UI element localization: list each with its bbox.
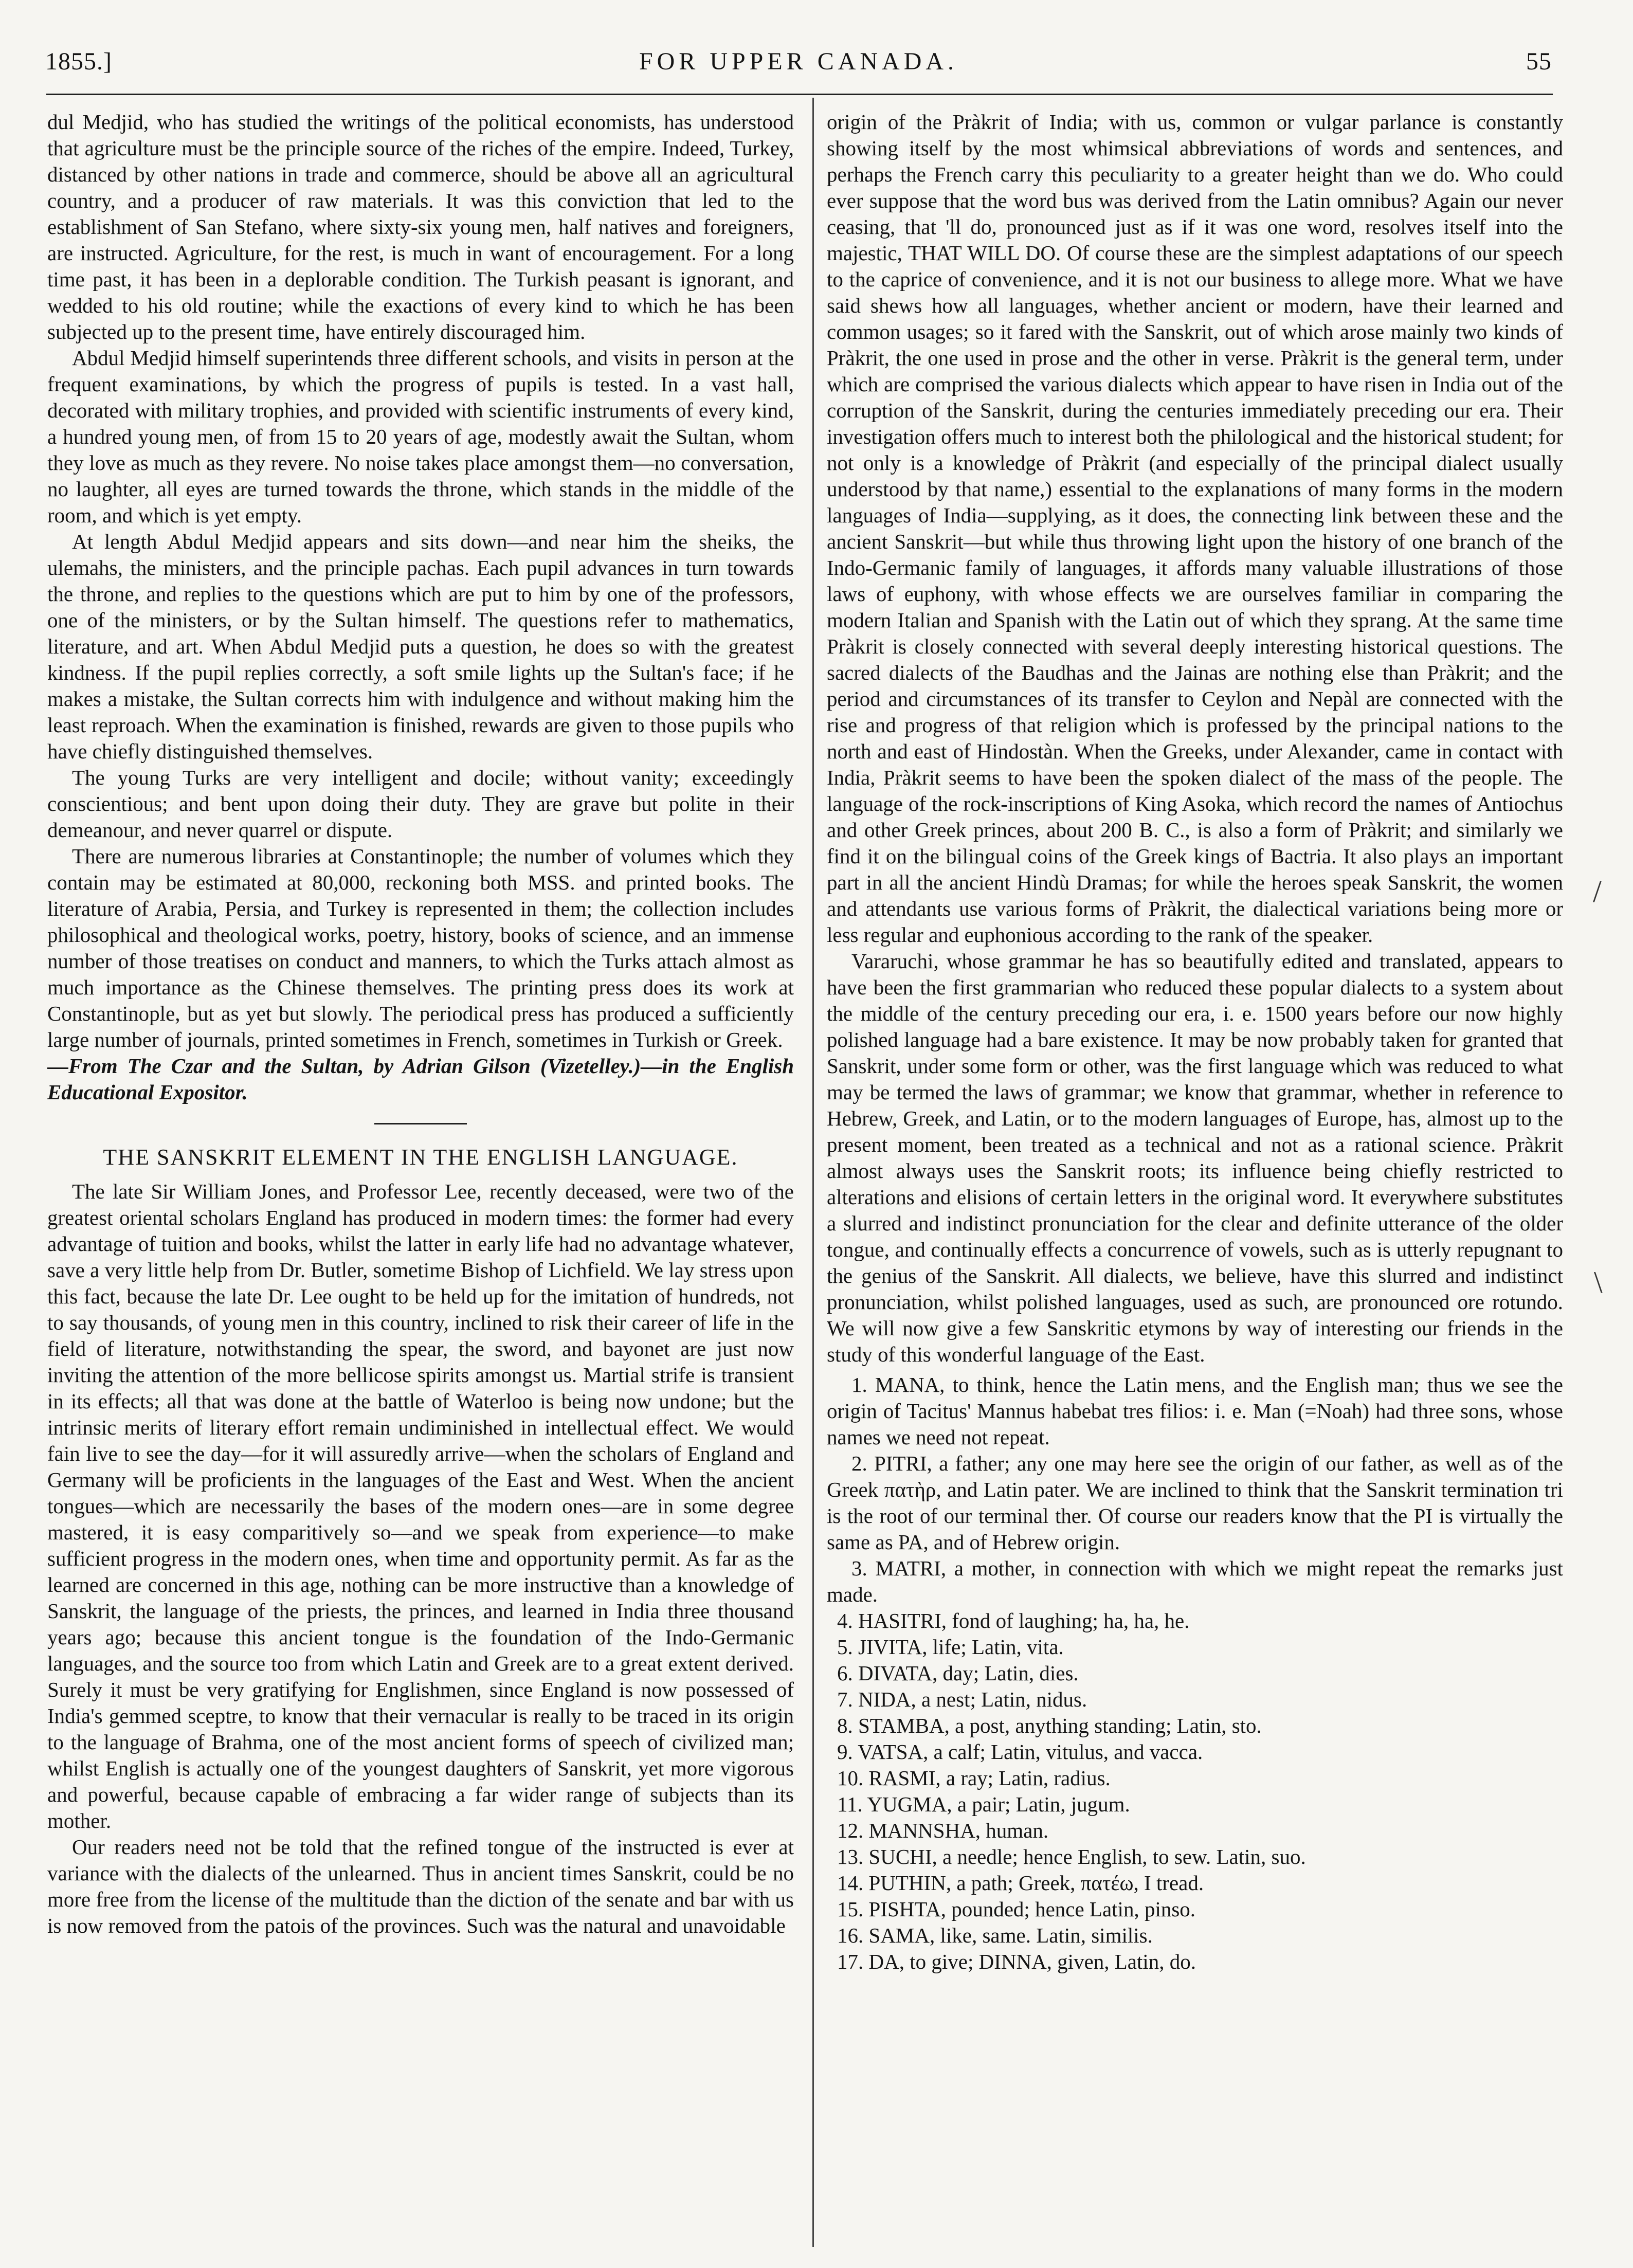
section-divider: [374, 1123, 467, 1124]
etymon-item: 5. JIVITA, life; Latin, vita.: [837, 1635, 1064, 1659]
etymon-item: 14. PUTHIN, a path; Greek, πατέω, I tread.: [837, 1871, 1204, 1895]
header-year: 1855.]: [45, 48, 112, 75]
margin-mark: \: [1594, 1265, 1603, 1299]
page-header: [45, 47, 1552, 88]
column-divider: [812, 98, 814, 2247]
etymon-item: 16. SAMA, like, same. Latin, similis.: [837, 1924, 1153, 1947]
etymon-item: 10. RASMI, a ray; Latin, radius.: [837, 1766, 1111, 1790]
etymon-list: [827, 1372, 1563, 1975]
page-number: 55: [1526, 48, 1552, 75]
etymon-item: 1. MANA, to think, hence the Latin mens, and the English man; thus we see the origin of Tacitus' Mannus habebat tres filios: i. e. Man (=Noah) had three sons, whose names we need not repeat.: [827, 1373, 1563, 1449]
header-rule: [46, 94, 1553, 95]
article-paragraph: The late Sir William Jones, and Professor Lee, recently deceased, were two of the greatest oriental scholars England has produced in modern times: the former had every advantage of tuition and books, whilst the latter in early life had no advantage whatever, save a very little help from Dr. Butler, sometime Bishop of Lichfield. We lay stress upon this fact, because the late Dr. Lee ought to be held up for the imitation of hundreds, not to say thousands, of young men in this country, inclined to risk their career of life in the field of literature, notwithstanding the spear, the sword, and bayonet are just now inviting the attention of the more bellicose spirits amongst us. Martial strife is transient in its effects; all that was done at the battle of Waterloo is being now undone; but the intrinsic merits of literary effort remain undiminished in intellectual effect. We would fain live to see the day—for it will assuredly arrive—when the scholars of England and Germany will be proficients in the languages of the East and West. When the ancient tongues—which are necessarily the bases of the modern ones—are in some degree mastered, it is easy comparitively so—and we speak from experience—to make sufficient progress in the modern ones, when time and opportunity permit. As far as the learned are concerned in this age, nothing can be more instructive than a knowledge of Sanskrit, the language of the priests, the princes, and learned in India three thousand years ago; because this ancient tongue is the foundation of the Indo-Germanic languages, and the source too from which Latin and Greek are to a great extent derived. Surely it must be very gratifying for Englishmen, since England is now possessed of India's gemmed sceptre, to know that their vernacular is really to be traced in its origin to the language of Brahma, one of the most ancient forms of speech of civilized man; whilst English is actually one of the youngest daughters of Sanskrit, yet more vigorous and powerful, because capable of embracing a far wider range of subjects than its mother.: [47, 1180, 794, 1832]
etymon-item: 7. NIDA, a nest; Latin, nidus.: [837, 1688, 1087, 1711]
etymon-item: 13. SUCHI, a needle; hence English, to sew. Latin, suo.: [837, 1845, 1306, 1868]
right-column: [827, 109, 1563, 2243]
etymon-item: 4. HASITRI, fond of laughing; ha, ha, he.: [837, 1609, 1190, 1632]
header-title: FOR UPPER CANADA.: [639, 48, 958, 75]
article-paragraph: dul Medjid, who has studied the writings of the political economists, has understood that agriculture must be the principle source of the riches of the empire. Indeed, Turkey, distanced by other nations in trade and commerce, should be above all an agricultural country, and a producer of raw materials. It was this conviction that led to the establishment of San Stefano, where sixty-six young men, half natives and foreigners, are instructed. Agriculture, for the rest, is much in want of encouragement. For a long time past, it has been in a deplorable condition. The Turkish peasant is ignorant, and wedded to his old routine; while the exactions of every kind to which he has been subjected up to the present time, have entirely discouraged him.: [47, 110, 794, 343]
article-paragraph: Vararuchi, whose grammar he has so beautifully edited and translated, appears to have been the first grammarian who reduced these popular dialects to a system about the middle of the century preceding our era, i. e. 1500 years before our now highly polished language had a bare existence. It may be now probably taken for granted that Sanskrit, under some form or other, was the first language which was reduced to what may be termed the laws of grammar; we know that grammar, whether in reference to Hebrew, Greek, and Latin, or to the modern languages of Europe, has, almost up to the present moment, been treated as a technical and not as a rational science. Pràkrit almost always uses the Sanskrit roots; its influence being chiefly restricted to alterations and elisions of certain letters in the original word. It everywhere substitutes a slurred and indistinct pronunciation for the clear and definite utterance of the older tongue, and continually effects a concurrence of vowels, such as is utterly repugnant to the genius of the Sanskrit. All dialects, we believe, have this slurred and indistinct pronunciation, whilst polished languages, used as such, are pronounced ore rotundo. We will now give a few Sanskritic etymons by way of interesting our friends in the study of this wonderful language of the East.: [827, 949, 1563, 1366]
article-paragraph: Our readers need not be told that the refined tongue of the instructed is ever at variance with the dialects of the unlearned. Thus in ancient times Sanskrit, could be no more free from the license of the multitude than the diction of the senate and bar with us is now removed from the patois of the provinces. Such was the natural and unavoidable: [47, 1835, 794, 1937]
etymon-item: 8. STAMBA, a post, anything standing; Latin, sto.: [837, 1714, 1262, 1737]
etymon-item: 2. PITRI, a father; any one may here see the origin of our father, as well as of the Greek πατὴρ, and Latin pater. We are inclined to think that the Sanskrit termination tri is the root of our terminal ther. Of course our readers know that the PI is virtually the same as PA, and of Hebrew origin.: [827, 1451, 1563, 1554]
etymon-item: 3. MATRI, a mother, in connection with which we might repeat the remarks just made.: [827, 1556, 1563, 1606]
left-column: [47, 109, 794, 2243]
article-paragraph: There are numerous libraries at Constantinople; the number of volumes which they contain may be estimated at 80,000, reckoning both MSS. and printed books. The literature of Arabia, Persia, and Turkey is represented in them; the collection includes philosophical and theological works, poetry, history, books of science, and an immense number of those treatises on conduct and manners, to which the Turks attach almost as much importance as the Chinese themselves. The printing press does its work at Constantinople, but as yet but slowly. The periodical press has produced a sufficiently large number of journals, printed sometimes in French, sometimes in Turkish or Greek.: [47, 844, 794, 1051]
etymon-item: 12. MANNSHA, human.: [837, 1819, 1049, 1842]
etymon-item: 17. DA, to give; DINNA, given, Latin, do.: [837, 1950, 1196, 1973]
margin-mark: /: [1593, 875, 1602, 909]
article-paragraph: The young Turks are very intelligent and docile; without vanity; exceedingly conscientious; and bent upon doing their duty. They are grave but polite in their demeanour, and never quarrel or dispute.: [47, 766, 794, 842]
section-title: THE SANSKRIT ELEMENT IN THE ENGLISH LANGUAGE.: [103, 1145, 738, 1170]
article-attribution: —From The Czar and the Sultan, by Adrian Gilson (Vizetelley.)—in the English Educational Expositor.: [47, 1054, 794, 1104]
article-paragraph: At length Abdul Medjid appears and sits down—and near him the sheiks, the ulemahs, the ministers, and the principle pachas. Each pupil advances in turn towards the throne, and replies to the questions which are put to him by one of the professors, one of the ministers, or by the Sultan himself. The questions refer to mathematics, literature, and art. When Abdul Medjid puts a question, he does so with the greatest kindness. If the pupil replies correctly, a soft smile lights up the Sultan's face; if he makes a mistake, the Sultan corrects him with indulgence and without making him the least reproach. When the examination is finished, rewards are given to those pupils who have chiefly distinguished themselves.: [47, 530, 794, 763]
article-paragraph: origin of the Pràkrit of India; with us, common or vulgar parlance is constantly showing itself by the most whimsical abbreviations of words and sentences, and perhaps the French carry this peculiarity to a greater height than we do. Who could ever suppose that the word bus was derived from the Latin omnibus? Again our never ceasing, that 'll do, pronounced just as if it was one word, resolves itself into the majestic, THAT WILL DO. Of course these are the simplest adaptations of our speech to the caprice of convenience, and it is not our business to allege more. What we have said shews how all languages, whether ancient or modern, have their learned and common usages; so it fared with the Sanskrit, out of which arose mainly two kinds of Pràkrit, the one used in prose and the other in verse. Pràkrit is the general term, under which are comprised the various dialects which appear to have risen in India out of the corruption of the Sanskrit, during the centuries immediately preceding our era. Their investigation offers much to interest both the philological and the historical student; for not only is a knowledge of Pràkrit (and especially of the principal dialect usually understood by that name,) essential to the explanations of many forms in the modern languages of India—supplying, as it does, the connecting link between these and the ancient Sanskrit—but while thus throwing light upon the history of one branch of the Indo-Germanic family of languages, it affords many valuable illustrations of those laws of euphony, with whose effects we are ourselves familiar in comparing the modern Italian and Spanish with the Latin out of which they sprang. At the same time Pràkrit is closely connected with several deeply interesting historical questions. The sacred dialects of the Baudhas and the Jainas are nothing else than Pràkrit; and the period and circumstances of its transfer to Ceylon and Nepàl are connected with the rise and progress of that religion which is professed by the principal nations to the north and east of Hindostàn. When the Greeks, under Alexander, came in contact with India, Pràkrit seems to have been the spoken dialect of the mass of the people. The language of the rock-inscriptions of King Asoka, which record the names of Antiochus and other Greek princes, about 200 B. C., is also a form of Pràkrit; and similarly we find it on the bilingual coins of the Greek kings of Bactria. It also plays an important part in all the ancient Hindù Dramas; for while the heroes speak Sanskrit, the women and attendants use various forms of Pràkrit, the dialectical variations being more or less regular and euphonious according to the rank of the speaker.: [827, 110, 1563, 947]
etymon-item: 15. PISHTA, pounded; hence Latin, pinso.: [837, 1897, 1196, 1921]
etymon-item: 9. VATSA, a calf; Latin, vitulus, and vacca.: [837, 1740, 1203, 1764]
etymon-item: 6. DIVATA, day; Latin, dies.: [837, 1661, 1079, 1685]
etymon-item: 11. YUGMA, a pair; Latin, jugum.: [837, 1792, 1130, 1816]
article-paragraph: Abdul Medjid himself superintends three different schools, and visits in person at the frequent examinations, by which the progress of pupils is tested. In a vast hall, decorated with military trophies, and provided with scientific instruments of every kind, a hundred young men, of from 15 to 20 years of age, modestly await the Sultan, whom they love as much as they revere. No noise takes place amongst them—no conversation, no laughter, all eyes are turned towards the throne, which stands in the middle of the room, and which is yet empty.: [47, 346, 794, 527]
